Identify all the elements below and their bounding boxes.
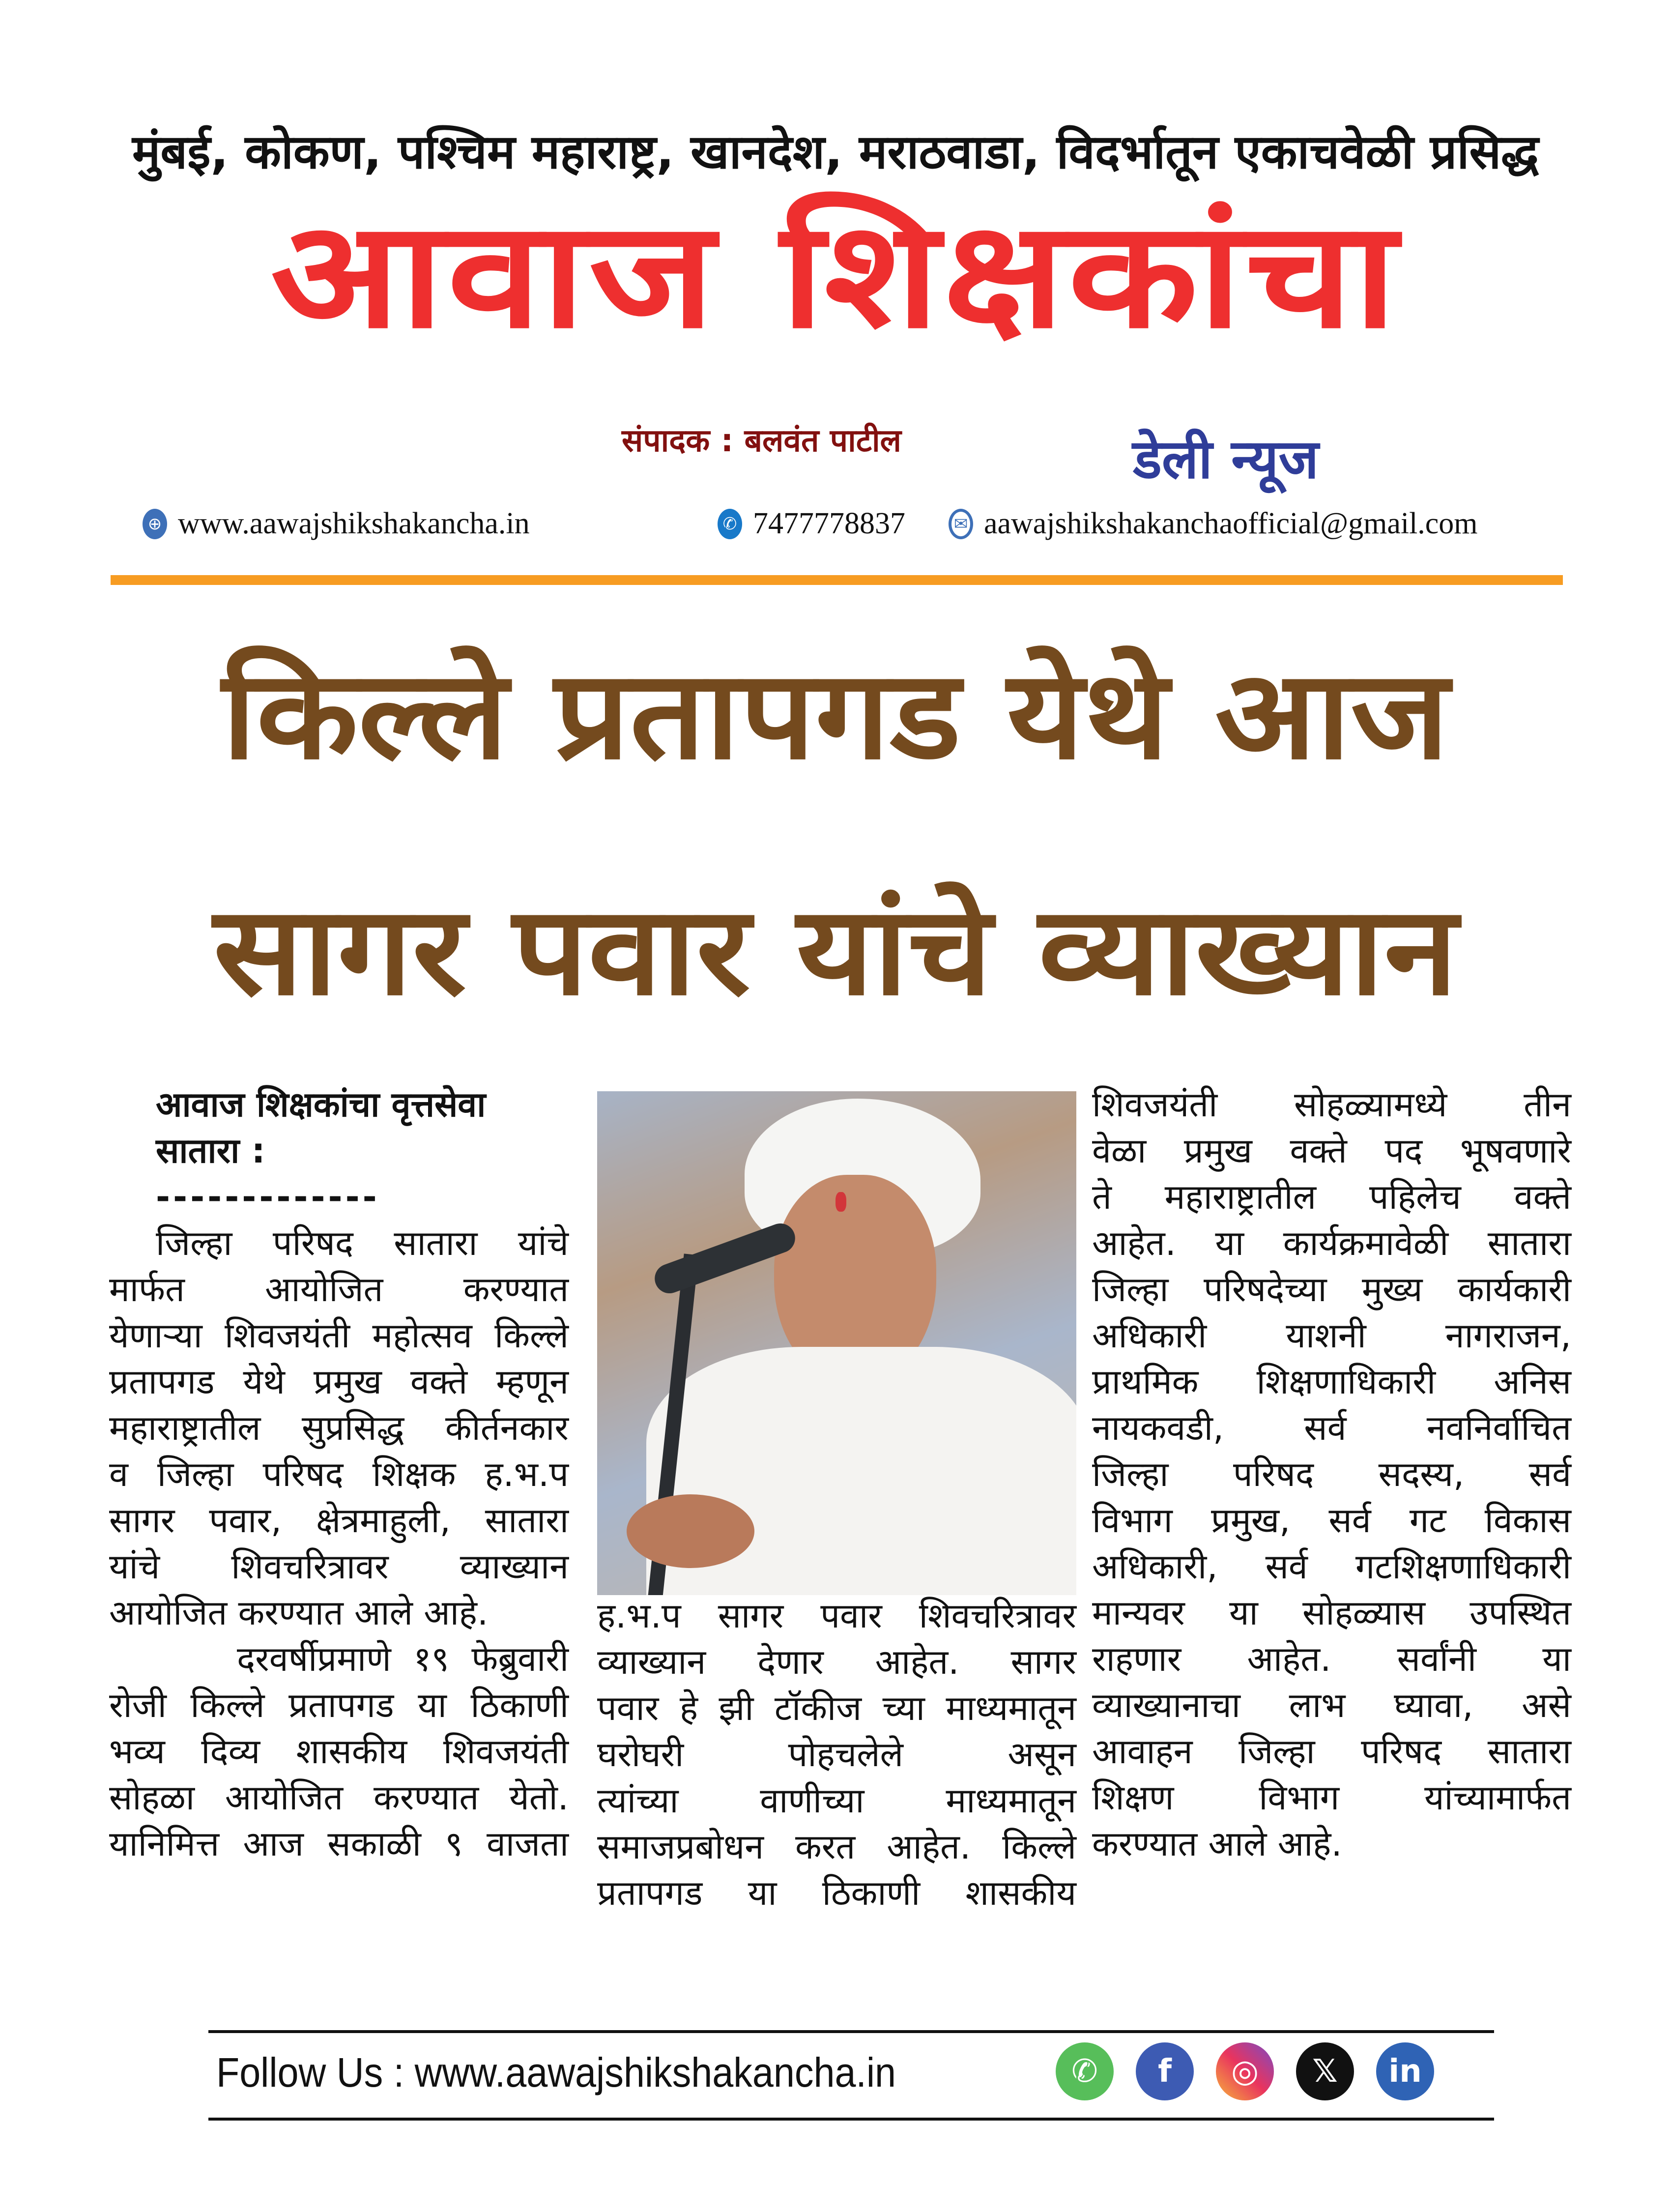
- article-column-middle: [597, 1593, 1076, 1916]
- body-line: रोजी किल्ले प्रतापगड या ठिकाणी: [109, 1685, 569, 1725]
- linkedin-icon[interactable]: in: [1376, 2042, 1434, 2100]
- headline-line-1: किल्ले प्रतापगड येथे आज: [222, 643, 1449, 786]
- email-address[interactable]: aawajshikshakanchaofficial@gmail.com: [984, 507, 1478, 540]
- body-line: अधिकारी याशनी नागराजन,: [1092, 1315, 1571, 1356]
- body-line: जिल्हा परिषद सातारा यांचे: [156, 1223, 569, 1263]
- byline-separator: -------------: [156, 1177, 380, 1217]
- body-line: यानिमित्त आज सकाळी ९ वाजता: [109, 1824, 569, 1864]
- instagram-icon[interactable]: ◎: [1216, 2042, 1274, 2100]
- body-line: घरोघरी पोहचलेले असून: [597, 1734, 1076, 1775]
- body-line: दरवर्षीप्रमाणे १९ फेब्रुवारी: [237, 1639, 569, 1679]
- globe-icon: ⊕: [143, 509, 167, 539]
- body-line: यांचे शिवचरित्रावर व्याख्यान: [109, 1546, 569, 1587]
- phone-number[interactable]: 7477778837: [753, 507, 905, 540]
- body-line: जिल्हा परिषदेच्या मुख्य कार्यकारी: [1092, 1269, 1571, 1310]
- body-line: शिक्षण विभाग यांच्यामार्फत: [1092, 1777, 1571, 1818]
- header-divider: [111, 575, 1563, 585]
- body-line: विभाग प्रमुख, सर्व गट विकास: [1092, 1500, 1571, 1541]
- footer-divider-bottom: [208, 2118, 1494, 2121]
- website-contact[interactable]: [143, 506, 530, 541]
- body-line: करण्यात आले आहे.: [1092, 1824, 1342, 1864]
- body-line: त्यांच्या वाणीच्या माध्यमातून: [597, 1780, 1076, 1821]
- email-contact[interactable]: [949, 506, 1478, 541]
- body-line: अधिकारी, सर्व गटशिक्षणाधिकारी: [1092, 1546, 1571, 1587]
- body-line: ते महाराष्ट्रातील पहिलेच वक्ते: [1092, 1177, 1571, 1217]
- body-line: व्याख्यानाचा लाभ घ्यावा, असे: [1092, 1685, 1571, 1725]
- phone-icon: ✆: [718, 509, 742, 539]
- body-line: जिल्हा परिषद सदस्य, सर्व: [1092, 1454, 1571, 1494]
- body-line: आहेत. या कार्यक्रमावेळी सातारा: [1092, 1223, 1571, 1263]
- photo-hand: [627, 1494, 754, 1568]
- mail-icon: ✉: [949, 509, 973, 539]
- photo-tilak: [836, 1192, 846, 1212]
- newspaper-masthead: आवाज शिक्षकांचा: [270, 189, 1401, 361]
- body-line: मार्फत आयोजित करण्यात: [109, 1269, 569, 1310]
- body-line: येणाऱ्या शिवजयंती महोत्सव किल्ले: [109, 1315, 569, 1356]
- follow-us-link[interactable]: Follow Us : www.aawajshikshakancha.in: [216, 2049, 896, 2096]
- phone-contact[interactable]: [718, 506, 905, 541]
- x-twitter-icon[interactable]: 𝕏: [1296, 2042, 1354, 2100]
- body-line: प्राथमिक शिक्षणाधिकारी अनिस: [1092, 1362, 1571, 1402]
- body-line: नायकवडी, सर्व नवनिर्वाचित: [1092, 1408, 1571, 1448]
- body-line: सोहळा आयोजित करण्यात येतो.: [109, 1777, 569, 1818]
- body-line: भव्य दिव्य शासकीय शिवजयंती: [109, 1731, 569, 1772]
- body-line: मान्यवर या सोहळ्यास उपस्थित: [1092, 1593, 1571, 1633]
- headline-line-2: सागर पवार यांचे व्याख्यान: [213, 879, 1458, 1022]
- body-line: शिवजयंती सोहळ्यामध्ये तीन: [1092, 1084, 1571, 1125]
- body-line: ह.भ.प सागर पवार शिवचरित्रावर: [597, 1596, 1076, 1636]
- body-line: व्याख्यान देणार आहेत. सागर: [597, 1642, 1076, 1682]
- footer-divider-top: [208, 2030, 1494, 2033]
- body-line: प्रतापगड या ठिकाणी शासकीय: [597, 1873, 1076, 1913]
- body-line: आयोजित करण्यात आले आहे.: [109, 1593, 489, 1633]
- body-line: पवार हे झी टॉकीज च्या माध्यमातून: [597, 1688, 1076, 1728]
- speaker-photo: [597, 1091, 1076, 1595]
- edition-label: डेली न्यूज: [1133, 428, 1319, 491]
- byline-location: सातारा :: [156, 1131, 265, 1171]
- editor-credit: संपादक : बलवंत पाटील: [622, 423, 901, 459]
- byline-agency: आवाज शिक्षकांचा वृत्तसेवा: [156, 1084, 486, 1125]
- coverage-tagline: मुंबई, कोकण, पश्चिम महाराष्ट्र, खानदेश, मराठवाडा, विदर्भातून एकाचवेळी प्रसिद्ध: [132, 124, 1539, 179]
- whatsapp-icon[interactable]: ✆: [1056, 2042, 1114, 2100]
- body-line: महाराष्ट्रातील सुप्रसिद्ध कीर्तनकार: [109, 1408, 569, 1448]
- body-line: वेळा प्रमुख वक्ते पद भूषवणारे: [1092, 1131, 1571, 1171]
- body-line: व जिल्हा परिषद शिक्षक ह.भ.प: [109, 1454, 569, 1494]
- body-line: समाजप्रबोधन करत आहेत. किल्ले: [597, 1827, 1076, 1867]
- body-line: राहणार आहेत. सर्वांनी या: [1092, 1639, 1571, 1679]
- body-line: प्रतापगड येथे प्रमुख वक्ते म्हणून: [109, 1362, 569, 1402]
- contact-row: [0, 506, 1671, 555]
- facebook-icon[interactable]: f: [1136, 2042, 1194, 2100]
- website-link[interactable]: www.aawajshikshakancha.in: [178, 507, 530, 540]
- article-column-left: [109, 1081, 569, 1867]
- body-line: सागर पवार, क्षेत्रमाहुली, सातारा: [109, 1500, 569, 1541]
- body-line: आवाहन जिल्हा परिषद सातारा: [1092, 1731, 1571, 1772]
- article-column-right: [1092, 1081, 1571, 1867]
- social-links: [1056, 2042, 1434, 2100]
